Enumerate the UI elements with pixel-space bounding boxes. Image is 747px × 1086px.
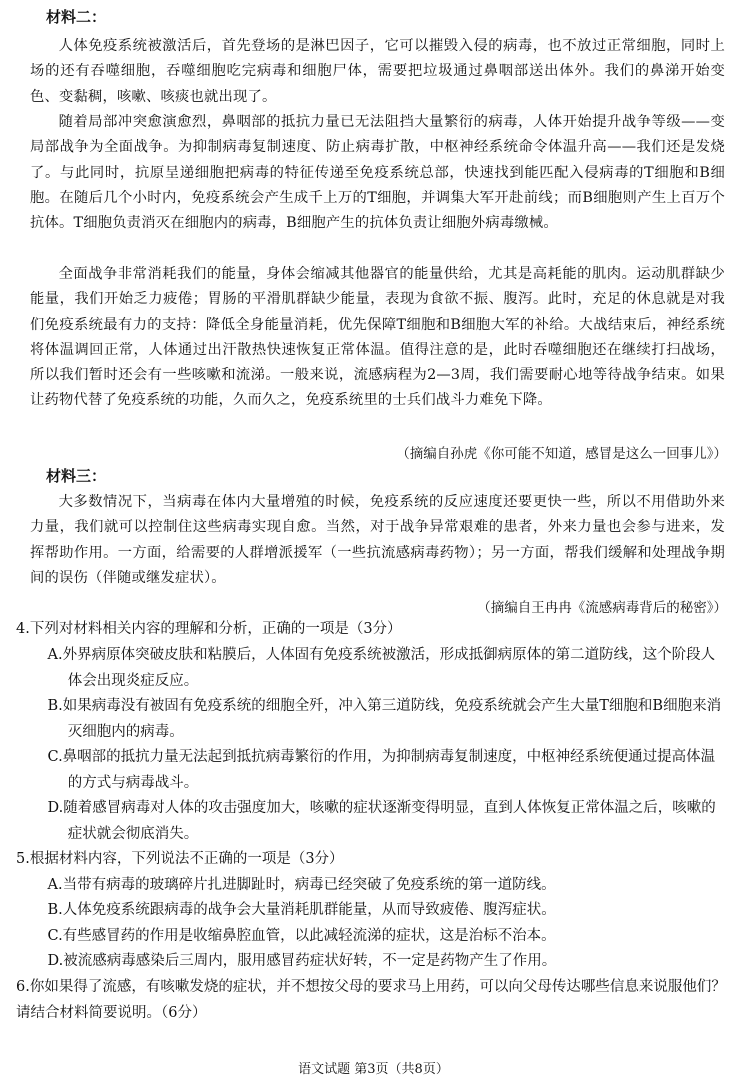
question-4-option-c bbox=[33, 745, 728, 796]
option-text: D.随着感冒病毒对人体的攻击强度加大，咳嗽的症状逐渐变得明显，直到人体恢复正常体温之后，咳嗽的症状就会彻底消失。 bbox=[47, 800, 716, 842]
material2-paragraph-2: 随着局部冲突愈演愈烈，鼻咽部的抵抗力量已无法阻挡大量繁衍的病毒，人体开始提升战争等级——变局部战争为全面战争。为抑制病毒复制速度、防止病毒扩散，中枢神经系统命令体温升高——我们还是发烧了。与此同时，抗原呈递细胞把病毒的特征传递至免疫系统总部，快速找到能匹配入侵病毒的T细胞和B细胞。在随后几个小时内，免疫系统会产生成千上万的T细胞，并调集大军开赴前线；而B细胞则产生上百万个抗体。T细胞负责消灭在细胞内的病毒，B细胞产生的抗体负责让细胞外病毒缴械。 bbox=[30, 114, 725, 232]
material2-paragraph-3: 全面战争非常消耗我们的能量，身体会缩减其他器官的能量供给，尤其是高耗能的肌肉。运动肌群缺少能量，我们开始乏力疲倦；胃肠的平滑肌群缺少能量，表现为食欲不振、腹泻。此时，充足的休息就是对我们免疫系统最有力的支持：降低全身能量消耗，优先保障T细胞和B细胞大军的补给。大战结束后，神经系统将体温调回正常，人体通过出汗散热快速恢复正常体温。值得注意的是，此时吞噬细胞还在继续打扫战场，所以我们暂时还会有一些咳嗽和流涕。一般来说，流感病程为2—3周，我们需要耐心地等待战争结束。如果让药物代替了免疫系统的功能，久而久之，免疫系统里的士兵们战斗力难免下降。 bbox=[30, 266, 725, 409]
material2-source: （摘编自孙虎《你可能不知道，感冒是这么一回事儿》） bbox=[396, 446, 727, 462]
option-text: A.外界病原体突破皮肤和粘膜后，人体固有免疫系统被激活，形成抵御病原体的第二道防线，这个阶段人体会出现炎症反应。 bbox=[47, 647, 716, 689]
question-5-option-b bbox=[33, 898, 728, 924]
option-text: B.如果病毒没有被固有免疫系统的细胞全歼，冲入第三道防线，免疫系统就会产生大量T细胞和B细胞来消灭细胞内的病毒。 bbox=[47, 698, 722, 740]
question-5-stem: 5.根据材料内容，下列说法不正确的一项是（3分） bbox=[16, 851, 344, 867]
question-4-option-a bbox=[33, 643, 728, 694]
material3-paragraph-1: 大多数情况下，当病毒在体内大量增殖的时候，免疫系统的反应速度还要更快一些，所以不用借助外来力量，我们就可以控制住这些病毒实现自愈。当然，对于战争异常艰难的患者，外来力量也会参与进来，发挥帮助作用。一方面，给需要的人群增派援军（一些抗流感病毒药物）；另一方面，帮我们缓解和处理战争期间的误伤（伴随或继发症状）。 bbox=[30, 494, 725, 586]
option-text: A.当带有病毒的玻璃碎片扎进脚趾时，病毒已经突破了免疫系统的第一道防线。 bbox=[47, 877, 556, 893]
question-5-option-c bbox=[33, 924, 728, 950]
page-footer: 语文试题 第3页（共8页） bbox=[298, 1062, 449, 1077]
material2-paragraph-1: 人体免疫系统被激活后，首先登场的是淋巴因子，它可以摧毁入侵的病毒，也不放过正常细胞，同时上场的还有吞噬细胞，吞噬细胞吃完病毒和细胞尸体，需要把垃圾通过鼻咽部送出体外。我们的鼻涕开始变色、变黏稠，咳嗽、咳痰也就出现了。 bbox=[30, 38, 725, 105]
option-text: B.人体免疫系统跟病毒的战争会大量消耗肌群能量，从而导致疲倦、腹泻症状。 bbox=[47, 902, 556, 918]
question-4-option-d bbox=[33, 796, 728, 847]
option-text: C.有些感冒药的作用是收缩鼻腔血管，以此减轻流涕的症状，这是治标不治本。 bbox=[47, 928, 556, 944]
material3-heading: 材料三： bbox=[46, 467, 107, 485]
question-4-option-b bbox=[33, 694, 728, 745]
question-4-stem: 4.下列对材料相关内容的理解和分析，正确的一项是（3分） bbox=[16, 621, 402, 637]
option-text: D.被流感病毒感染后三周内，服用感冒药症状好转，不一定是药物产生了作用。 bbox=[47, 953, 557, 969]
option-text: C.鼻咽部的抵抗力量无法起到抵抗病毒繁衍的作用，为抑制病毒复制速度，中枢神经系统便通过提高体温的方式与病毒战斗。 bbox=[47, 749, 716, 791]
question-6-stem: 6.你如果得了流感，有咳嗽发烧的症状，并不想按父母的要求马上用药，可以向父母传达哪些信息来说服他们？请结合材料简要说明。（6分） bbox=[16, 979, 726, 1021]
material2-heading: 材料二： bbox=[46, 8, 107, 26]
question-5-option-a bbox=[33, 873, 728, 899]
material3-source: （摘编自王冉冉《流感病毒背后的秘密》） bbox=[477, 600, 727, 616]
question-5-option-d bbox=[33, 949, 728, 975]
